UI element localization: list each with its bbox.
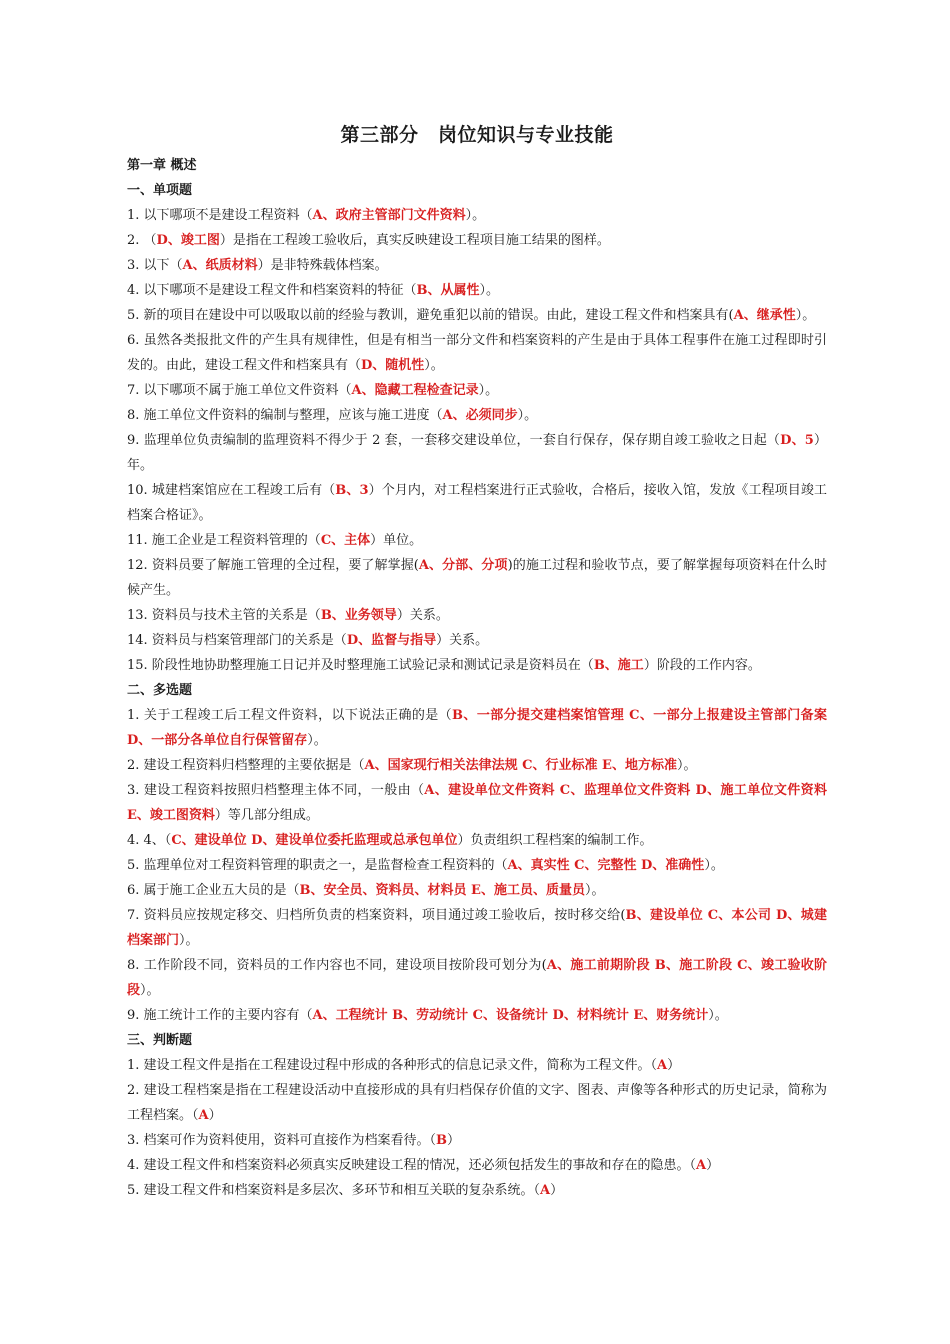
answer-text: A、真实性 C、完整性 D、准确性 [507, 858, 705, 873]
question-item [127, 903, 827, 953]
answer-text: B、安全员、资料员、材料员 E、施工员、质量员 [299, 883, 585, 898]
question-text-end: ） [667, 1058, 681, 1073]
answer-text: C、主体 [320, 533, 371, 548]
answer-text: A [540, 1183, 551, 1198]
question-text: 4. 4、（ [127, 833, 172, 848]
question-text-end: )的施工过程和验收节点，要了解掌握每项资料在什么时候产生。 [127, 558, 827, 598]
answer-text: A、政府主管部门文件资料 [312, 208, 466, 223]
question-text: 1. 关于工程竣工后工程文件资料，以下说法正确的是（ [127, 708, 453, 723]
question-text-end: ）。 [708, 1008, 728, 1023]
question-text: 2. （ [127, 233, 157, 248]
question-text-end: ）。 [307, 733, 327, 748]
question-text-end: ） [447, 1133, 461, 1148]
question-text: 13. 资料员与技术主管的关系是（ [127, 608, 321, 623]
question-item [127, 853, 827, 878]
question-item [127, 553, 827, 603]
question-item [127, 753, 827, 778]
question-text-end: ）个月内，对工程档案进行正式验收，合格后，接收入馆，发放《工程项目竣工档案合格证》。 [127, 483, 827, 523]
question-text: 7. 资料员应按规定移交、归档所负责的档案资料，项目通过竣工验收后，按时移交给( [127, 908, 626, 923]
question-text: 2. 建设工程档案是指在工程建设活动中直接形成的具有归档保存价值的文字、图表、声像等各种形式的历史记录，简称为工程档案。（ [127, 1083, 827, 1123]
question-text-end: ）负责组织工程档案的编制工作。 [457, 833, 653, 848]
answer-text: D、随机性 [361, 358, 425, 373]
question-text-end: ）阶段的工作内容。 [643, 658, 761, 673]
section-heading: 一、单项题 [127, 183, 193, 198]
question-item [127, 378, 827, 403]
answer-text: A、建设单位文件资料 C、监理单位文件资料 D、施工单位文件资料 E、竣工图资料 [127, 783, 827, 823]
chapter-heading: 第一章 概述 [127, 158, 197, 173]
answer-text: B、建设单位 C、本公司 D、城建档案部门 [127, 908, 827, 948]
question-item [127, 1153, 827, 1178]
question-text-end: ） [706, 1158, 720, 1173]
question-text: 10. 城建档案馆应在工程竣工后有（ [127, 483, 336, 498]
question-item [127, 403, 827, 428]
answer-text: B [436, 1133, 448, 1148]
question-item [127, 1178, 827, 1203]
answer-text: B、3 [335, 483, 369, 498]
question-text-end: ）单位。 [370, 533, 423, 548]
answer-text: C、建设单位 D、建设单位委托监理或总承包单位 [171, 833, 458, 848]
answer-text: D、5 [780, 433, 814, 448]
question-text: 2. 建设工程资料归档整理的主要依据是（ [127, 758, 365, 773]
question-sections [127, 178, 827, 1203]
question-text: 5. 监理单位对工程资料管理的职责之一，是监督检查工程资料的（ [127, 858, 508, 873]
question-text: 1. 建设工程文件是指在工程建设过程中形成的各种形式的信息记录文件，简称为工程文件。（ [127, 1058, 658, 1073]
question-text: 5. 建设工程文件和档案资料是多层次、多环节和相互关联的复杂系统。（ [127, 1183, 541, 1198]
question-item [127, 653, 827, 678]
question-text-end: ）。 [517, 408, 538, 423]
document-page [127, 120, 827, 1203]
answer-text: A、工程统计 B、劳动统计 C、设备统计 D、材料统计 E、财务统计 [312, 1008, 709, 1023]
answer-text: B、从属性 [416, 283, 480, 298]
question-text: 9. 监理单位负责编制的监理资料不得少于 2 套，一套移交建设单位，一套自行保存，保存期自竣工验收之日起（ [127, 433, 781, 448]
question-item [127, 1053, 827, 1078]
question-text-end: ）是指在工程竣工验收后，真实反映建设工程项目施工结果的图样。 [219, 233, 610, 248]
question-item [127, 1078, 827, 1128]
page-title: 第三部分 岗位知识与专业技能 [340, 124, 614, 146]
answer-text: A [696, 1158, 707, 1173]
answer-text: D、监督与指导 [346, 633, 437, 648]
question-text: 6. 属于施工企业五大员的是（ [127, 883, 300, 898]
question-text: 5. 新的项目在建设中可以吸取以前的经验与教训，避免重犯以前的错误。由此，建设工程文件和档案具有( [127, 308, 734, 323]
question-text-end: ）关系。 [436, 633, 489, 648]
section-heading: 三、判断题 [127, 1033, 193, 1048]
question-text: 6. 虽然各类报批文件的产生具有规律性，但是有相当一部分文件和档案资料的产生是由于具体工程事件在施工过程即时引发的。由此，建设工程文件和档案具有（ [127, 333, 827, 373]
question-text-end: ）是非特殊载体档案。 [257, 258, 388, 273]
answer-text: A、隐藏工程检查记录 [351, 383, 479, 398]
question-item [127, 603, 827, 628]
answer-text: A [198, 1108, 209, 1123]
answer-text: A、继承性 [733, 308, 796, 323]
question-text-end: ）。 [704, 858, 724, 873]
answer-text: A、国家现行相关法律法规 C、行业标准 E、地方标准 [364, 758, 677, 773]
question-text-end: ）等几部分组成。 [214, 808, 319, 823]
question-text-end: ）。 [179, 933, 199, 948]
question-item [127, 878, 827, 903]
question-item [127, 703, 827, 753]
question-text-end: ）关系。 [396, 608, 449, 623]
question-text: 4. 建设工程文件和档案资料必须真实反映建设工程的情况，还必须包括发生的事故和存在的隐患。（ [127, 1158, 697, 1173]
question-item [127, 228, 827, 253]
question-text: 15. 阶段性地协助整理施工日记并及时整理施工试验记录和测试记录是资料员在（ [127, 658, 594, 673]
answer-text: D、竣工图 [156, 233, 220, 248]
question-text-end: ） [208, 1108, 222, 1123]
answer-text: A、分部、分项 [418, 558, 508, 573]
question-item [127, 303, 827, 328]
answer-text: A [657, 1058, 668, 1073]
question-text: 8. 工作阶段不同，资料员的工作内容也不同，建设项目按阶段可划分为( [127, 958, 547, 973]
question-item [127, 253, 827, 278]
answer-text: B、业务领导 [320, 608, 397, 623]
question-item [127, 328, 827, 378]
question-item [127, 953, 827, 1003]
question-text-end: ）。 [479, 283, 500, 298]
question-item [127, 478, 827, 528]
question-item [127, 528, 827, 553]
question-text: 11. 施工企业是工程资料管理的（ [127, 533, 321, 548]
question-text: 8. 施工单位文件资料的编制与整理，应该与施工进度（ [127, 408, 443, 423]
question-item [127, 1003, 827, 1028]
question-text: 3. 建设工程资料按照归档整理主体不同，一般由（ [127, 783, 425, 798]
question-text-end: ）年。 [127, 433, 827, 473]
question-text: 3. 以下（ [127, 258, 183, 273]
question-text: 1. 以下哪项不是建设工程资料（ [127, 208, 313, 223]
question-text-end: ）。 [465, 208, 486, 223]
question-item [127, 628, 827, 653]
section-heading: 二、多选题 [127, 683, 193, 698]
question-text: 4. 以下哪项不是建设工程文件和档案资料的特征（ [127, 283, 417, 298]
question-text-end: ）。 [424, 358, 444, 373]
question-item [127, 778, 827, 828]
question-text: 12. 资料员要了解施工管理的全过程，要了解掌握( [127, 558, 419, 573]
answer-text: B、一部分提交建档案馆管理 C、一部分上报建设主管部门备案 D、一部分各单位自行保管留存 [127, 708, 827, 748]
question-text: 3. 档案可作为资料使用，资料可直接作为档案看待。（ [127, 1133, 437, 1148]
question-text: 9. 施工统计工作的主要内容有（ [127, 1008, 313, 1023]
question-text-end: ） [550, 1183, 564, 1198]
answer-text: B、施工 [593, 658, 644, 673]
question-item [127, 428, 827, 478]
question-text-end: ）。 [478, 383, 499, 398]
question-text-end: ）。 [140, 983, 160, 998]
answer-text: A、必须同步 [442, 408, 518, 423]
question-text-end: ）。 [584, 883, 605, 898]
answer-text: A、纸质材料 [182, 258, 258, 273]
question-text-end: ）。 [676, 758, 697, 773]
question-text-end: ）。 [795, 308, 816, 323]
question-item [127, 828, 827, 853]
question-text: 14. 资料员与档案管理部门的关系是（ [127, 633, 347, 648]
answer-text: A、施工前期阶段 B、施工阶段 C、竣工验收阶段 [127, 958, 827, 998]
question-item [127, 1128, 827, 1153]
question-item [127, 278, 827, 303]
question-text: 7. 以下哪项不属于施工单位文件资料（ [127, 383, 352, 398]
question-item [127, 203, 827, 228]
